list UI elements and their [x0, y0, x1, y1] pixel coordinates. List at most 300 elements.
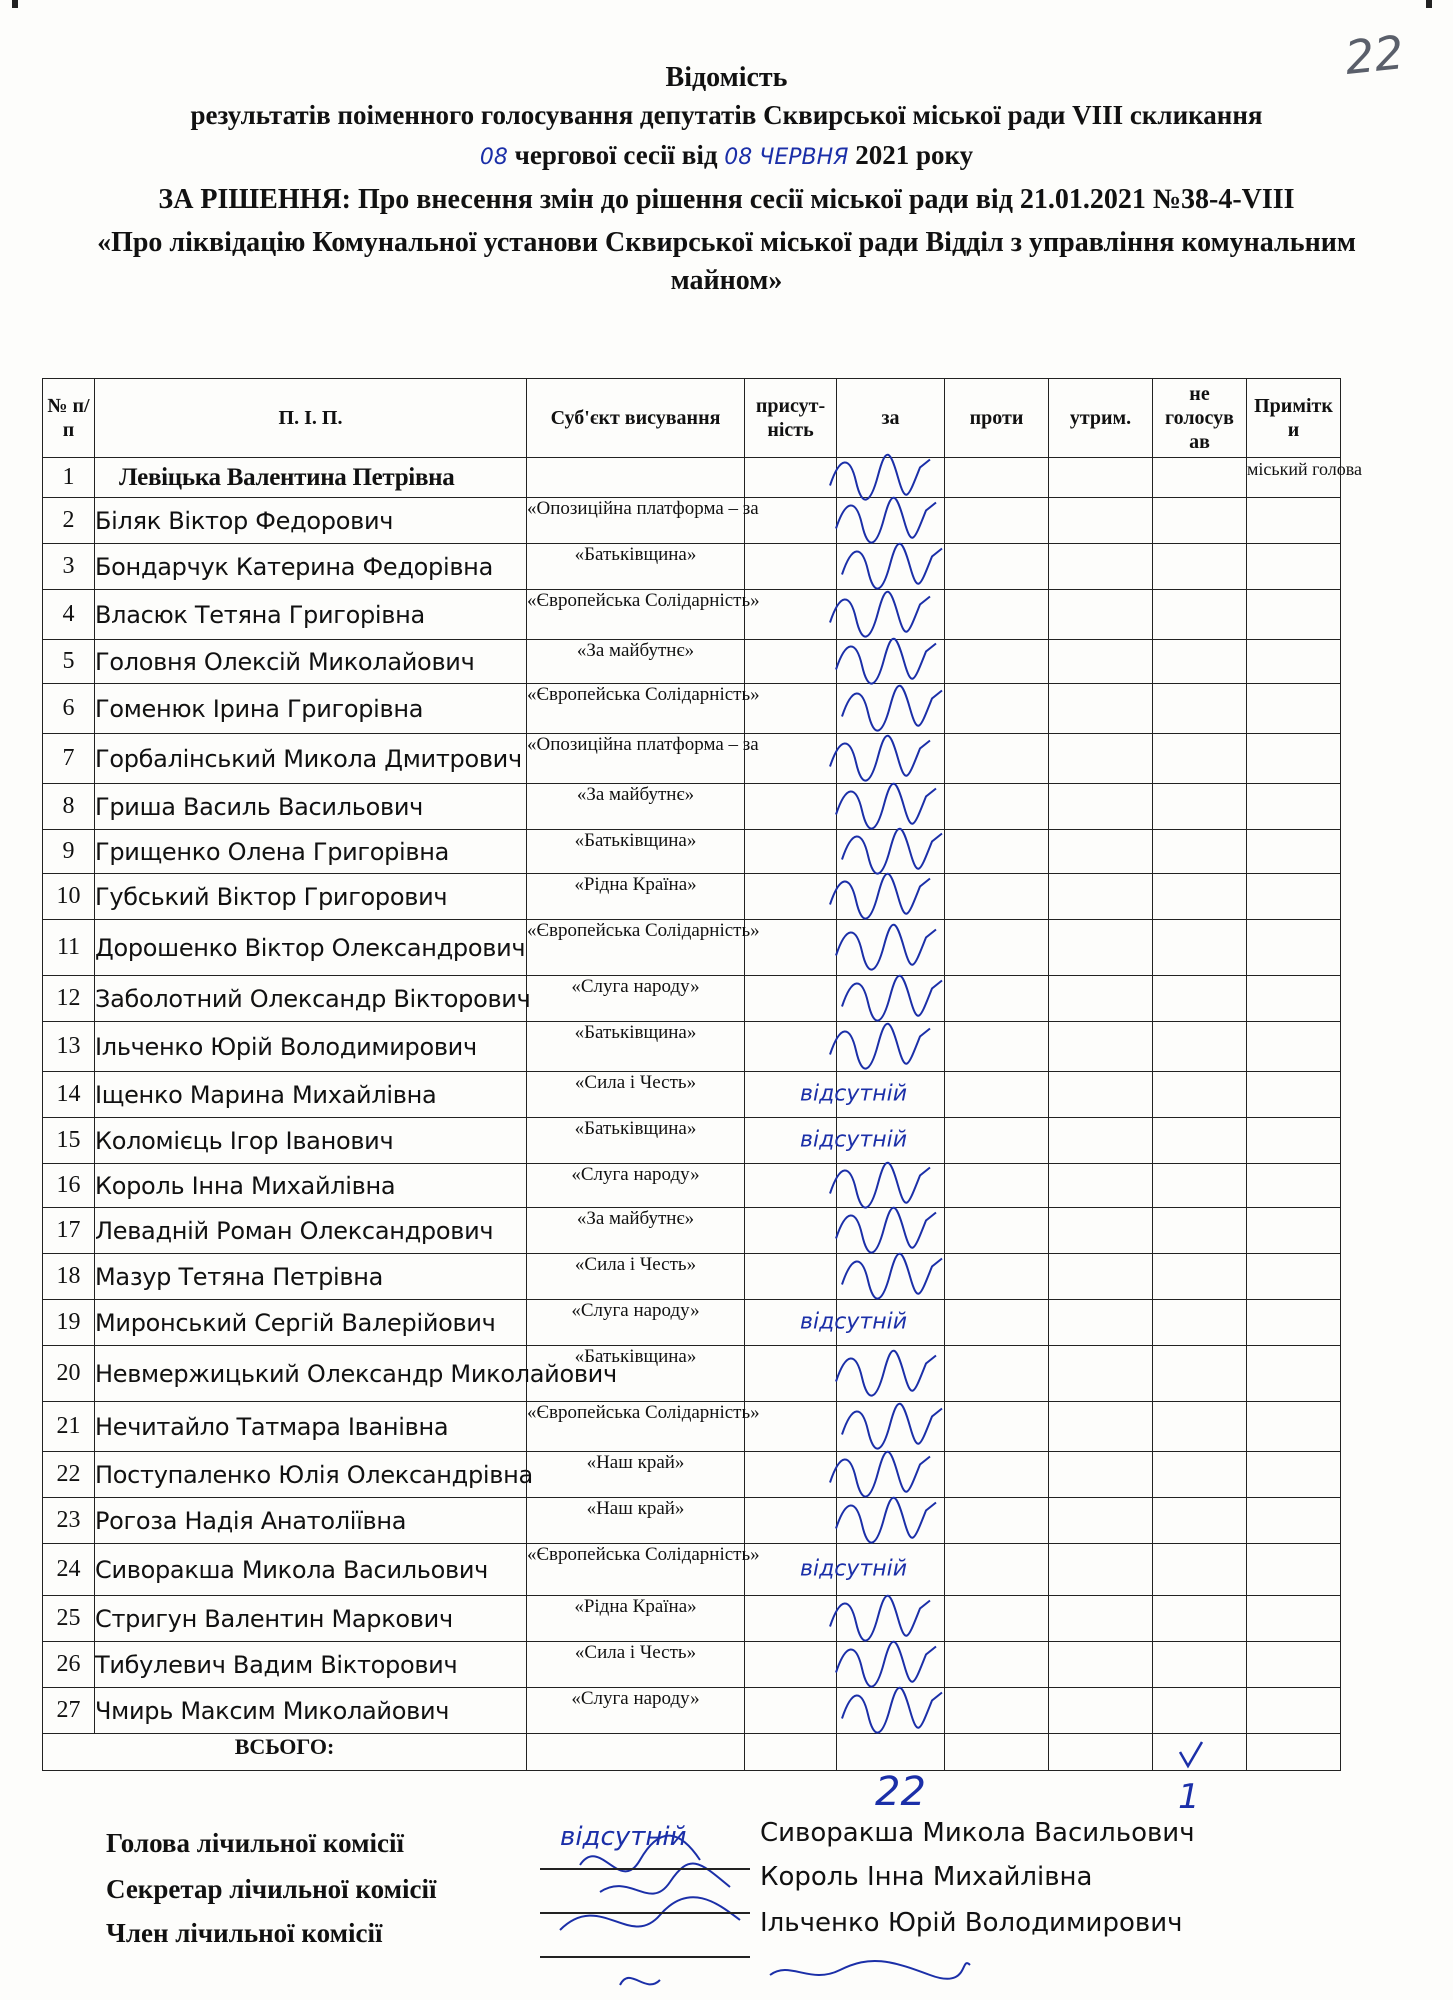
total-cell — [945, 1734, 1049, 1771]
deputy-party: «Слуга народу» — [527, 1164, 745, 1208]
row-number: 2 — [43, 498, 95, 544]
note-cell — [1247, 684, 1341, 734]
deputy-name: Тибулевич Вадим Вікторович — [95, 1642, 527, 1688]
table-row — [43, 874, 1341, 920]
row-number: 1 — [43, 458, 95, 498]
vote-for-cell — [837, 1164, 945, 1208]
present-cell — [745, 784, 837, 830]
row-number: 4 — [43, 590, 95, 640]
row-number: 7 — [43, 734, 95, 784]
vote-for-cell — [837, 1544, 945, 1596]
deputy-name: Левадній Роман Олександрович — [95, 1208, 527, 1254]
commission-member-label: Член лічильної комісії — [106, 1918, 383, 1948]
vote-against-cell — [945, 1022, 1049, 1072]
total-cell — [745, 1734, 837, 1771]
not-voted-cell — [1153, 1022, 1247, 1072]
table-row — [43, 684, 1341, 734]
not-voted-cell — [1153, 1498, 1247, 1544]
note-cell — [1247, 544, 1341, 590]
vote-for-cell — [837, 590, 945, 640]
vote-against-cell — [945, 1254, 1049, 1300]
row-number: 9 — [43, 830, 95, 874]
note-cell: міський голова — [1247, 458, 1341, 498]
vote-against-cell — [945, 976, 1049, 1022]
vote-abstain-cell — [1049, 1498, 1153, 1544]
table-row — [43, 1596, 1341, 1642]
present-cell — [745, 1688, 837, 1734]
present-cell — [745, 640, 837, 684]
commission-head-label: Голова лічильної комісії — [106, 1828, 404, 1858]
col-header-party: Суб'єкт висування — [527, 379, 745, 458]
not-voted-cell — [1153, 976, 1247, 1022]
total-cell — [1153, 1734, 1247, 1771]
vote-abstain-cell — [1049, 1688, 1153, 1734]
deputy-name: Іщенко Марина Михайлівна — [95, 1072, 527, 1118]
table-row — [43, 784, 1341, 830]
row-number: 15 — [43, 1118, 95, 1164]
deputy-party: «Слуга народу» — [527, 1688, 745, 1734]
deputy-name: Чмирь Максим Миколайович — [95, 1688, 527, 1734]
document-subtitle: результатів поіменного голосування депутатів Сквирської міської ради VIII скликання — [190, 100, 1263, 130]
not-voted-cell — [1153, 498, 1247, 544]
deputy-name: Левіцька Валентина Петрівна — [95, 458, 527, 498]
table-row — [43, 1544, 1341, 1596]
present-cell — [745, 1452, 837, 1498]
vote-for-cell — [837, 1688, 945, 1734]
not-voted-cell — [1153, 1452, 1247, 1498]
table-row — [43, 590, 1341, 640]
table-row — [43, 1208, 1341, 1254]
present-cell — [745, 544, 837, 590]
vote-against-cell — [945, 1346, 1049, 1402]
table-row — [43, 1688, 1341, 1734]
vote-abstain-cell — [1049, 1072, 1153, 1118]
present-cell — [745, 1164, 837, 1208]
table-row — [43, 1022, 1341, 1072]
not-voted-cell — [1153, 1208, 1247, 1254]
vote-for-cell — [837, 1208, 945, 1254]
table-row — [43, 734, 1341, 784]
vote-against-cell — [945, 684, 1049, 734]
vote-against-cell — [945, 1072, 1049, 1118]
row-number: 13 — [43, 1022, 95, 1072]
note-cell — [1247, 498, 1341, 544]
deputy-party: «Опозиційна платформа – за — [527, 498, 745, 544]
vote-abstain-cell — [1049, 544, 1153, 590]
row-number: 18 — [43, 1254, 95, 1300]
table-row — [43, 1642, 1341, 1688]
deputy-name: Гриша Василь Васильович — [95, 784, 527, 830]
row-number: 6 — [43, 684, 95, 734]
deputy-name: Власюк Тетяна Григорівна — [95, 590, 527, 640]
total-for-value: 22 — [875, 1769, 926, 1815]
deputy-party: «За майбутнє» — [527, 1208, 745, 1254]
present-cell — [745, 1072, 837, 1118]
note-cell — [1247, 1596, 1341, 1642]
vote-abstain-cell — [1049, 830, 1153, 874]
present-cell — [745, 1208, 837, 1254]
vote-for-cell — [837, 830, 945, 874]
deputy-party: «Європейська Солідарність» — [527, 920, 745, 976]
deputy-party: «Наш край» — [527, 1452, 745, 1498]
not-voted-cell — [1153, 1300, 1247, 1346]
table-row — [43, 1118, 1341, 1164]
vote-against-cell — [945, 1164, 1049, 1208]
note-cell — [1247, 734, 1341, 784]
vote-abstain-cell — [1049, 1300, 1153, 1346]
row-number: 14 — [43, 1072, 95, 1118]
row-number: 25 — [43, 1596, 95, 1642]
vote-abstain-cell — [1049, 734, 1153, 784]
table-row — [43, 458, 1341, 498]
vote-abstain-cell — [1049, 1642, 1153, 1688]
vote-against-cell — [945, 734, 1049, 784]
row-number: 19 — [43, 1300, 95, 1346]
not-voted-cell — [1153, 544, 1247, 590]
deputy-party: «Європейська Солідарність» — [527, 684, 745, 734]
vote-abstain-cell — [1049, 498, 1153, 544]
vote-against-cell — [945, 1544, 1049, 1596]
note-cell — [1247, 874, 1341, 920]
deputy-party: «Рідна Країна» — [527, 874, 745, 920]
row-number: 27 — [43, 1688, 95, 1734]
commission-signatures — [560, 1836, 740, 1985]
voting-table — [42, 378, 1363, 1771]
deputy-name: Мазур Тетяна Петрівна — [95, 1254, 527, 1300]
note-cell — [1247, 920, 1341, 976]
present-cell — [745, 1346, 837, 1402]
deputy-name: Дорошенко Віктор Олександрович — [95, 920, 527, 976]
col-header-present: присут-ність — [745, 379, 837, 458]
vote-against-cell — [945, 1208, 1049, 1254]
vote-abstain-cell — [1049, 920, 1153, 976]
page-number: 22 — [1342, 25, 1407, 85]
present-cell — [745, 874, 837, 920]
not-voted-cell — [1153, 590, 1247, 640]
vote-for-cell — [837, 1346, 945, 1402]
table-row — [43, 498, 1341, 544]
vote-against-cell — [945, 458, 1049, 498]
not-voted-cell — [1153, 1118, 1247, 1164]
not-voted-cell — [1153, 830, 1247, 874]
deputy-party: «Наш край» — [527, 1498, 745, 1544]
note-cell — [1247, 1072, 1341, 1118]
vote-against-cell — [945, 1118, 1049, 1164]
deputy-party — [527, 458, 745, 498]
present-cell — [745, 1498, 837, 1544]
not-voted-cell — [1153, 1346, 1247, 1402]
note-cell — [1247, 590, 1341, 640]
signature-line — [540, 1912, 750, 1914]
absent-mark: відсутній — [800, 1556, 908, 1582]
vote-abstain-cell — [1049, 784, 1153, 830]
vote-abstain-cell — [1049, 1402, 1153, 1452]
deputy-party: «Батьківщина» — [527, 830, 745, 874]
session-date: 08 ЧЕРВНЯ — [724, 145, 849, 170]
present-cell — [745, 1022, 837, 1072]
total-cell — [1049, 1734, 1153, 1771]
deputy-name: Гоменюк Ірина Григорівна — [95, 684, 527, 734]
present-cell — [745, 976, 837, 1022]
row-number: 23 — [43, 1498, 95, 1544]
total-label: ВСЬОГО: — [43, 1734, 527, 1771]
vote-for-cell — [837, 1402, 945, 1452]
note-cell — [1247, 1642, 1341, 1688]
vote-abstain-cell — [1049, 1022, 1153, 1072]
vote-against-cell — [945, 544, 1049, 590]
signature-line — [540, 1868, 750, 1870]
vote-abstain-cell — [1049, 874, 1153, 920]
vote-for-cell — [837, 1452, 945, 1498]
vote-for-cell — [837, 1118, 945, 1164]
vote-against-cell — [945, 590, 1049, 640]
row-number: 12 — [43, 976, 95, 1022]
not-voted-cell — [1153, 1596, 1247, 1642]
table-row — [43, 544, 1341, 590]
row-number: 24 — [43, 1544, 95, 1596]
row-number: 8 — [43, 784, 95, 830]
not-voted-cell — [1153, 1254, 1247, 1300]
vote-for-cell — [837, 458, 945, 498]
col-header-abstain: утрим. — [1049, 379, 1153, 458]
row-number: 10 — [43, 874, 95, 920]
vote-abstain-cell — [1049, 1208, 1153, 1254]
vote-against-cell — [945, 1688, 1049, 1734]
col-header-name: П. І. П. — [95, 379, 527, 458]
vote-abstain-cell — [1049, 684, 1153, 734]
row-number: 16 — [43, 1164, 95, 1208]
vote-against-cell — [945, 1402, 1049, 1452]
not-voted-cell — [1153, 734, 1247, 784]
table-header-row — [43, 379, 1341, 458]
deputy-party: «Слуга народу» — [527, 1300, 745, 1346]
deputy-name: Король Інна Михайлівна — [95, 1164, 527, 1208]
absent-mark: відсутній — [800, 1081, 908, 1107]
deputy-name: Губський Віктор Григорович — [95, 874, 527, 920]
note-cell — [1247, 1498, 1341, 1544]
vote-against-cell — [945, 874, 1049, 920]
deputy-name: Ільченко Юрій Володимирович — [95, 1022, 527, 1072]
note-cell — [1247, 1300, 1341, 1346]
decision-subject: «Про ліквідацію Комунальної установи Сквирської міської ради Відділ з управління комунальним майном» — [97, 227, 1356, 296]
vote-abstain-cell — [1049, 640, 1153, 684]
document-title: Відомість — [665, 62, 788, 93]
vote-for-cell — [837, 1642, 945, 1688]
table-row — [43, 1346, 1341, 1402]
note-cell — [1247, 1254, 1341, 1300]
table-row — [43, 1498, 1341, 1544]
deputy-party: «Сила і Честь» — [527, 1254, 745, 1300]
deputy-name: Нечитайло Татмара Іванівна — [95, 1402, 527, 1452]
note-cell — [1247, 1208, 1341, 1254]
deputy-name: Коломієць Ігор Іванович — [95, 1118, 527, 1164]
row-number: 17 — [43, 1208, 95, 1254]
vote-for-cell — [837, 1596, 945, 1642]
deputy-party: «За майбутнє» — [527, 640, 745, 684]
vote-against-cell — [945, 784, 1049, 830]
note-cell — [1247, 1402, 1341, 1452]
total-cell — [837, 1734, 945, 1771]
vote-abstain-cell — [1049, 590, 1153, 640]
commission-head-note: відсутній — [560, 1822, 687, 1852]
total-cell — [527, 1734, 745, 1771]
table-row — [43, 1254, 1341, 1300]
deputy-party: «Опозиційна платформа – за — [527, 734, 745, 784]
absent-mark: відсутній — [800, 1127, 908, 1153]
deputy-party: «Батьківщина» — [527, 1118, 745, 1164]
not-voted-cell — [1153, 640, 1247, 684]
table-row — [43, 920, 1341, 976]
vote-for-cell — [837, 1254, 945, 1300]
vote-for-cell — [837, 1072, 945, 1118]
deputy-party: «Європейська Солідарність» — [527, 1544, 745, 1596]
table-row — [43, 1072, 1341, 1118]
deputy-name: Грищенко Олена Григорівна — [95, 830, 527, 874]
deputy-name: Головня Олексій Миколайович — [95, 640, 527, 684]
note-cell — [1247, 1164, 1341, 1208]
session-text: чергової сесії від — [514, 140, 718, 170]
table-row — [43, 976, 1341, 1022]
vote-against-cell — [945, 920, 1049, 976]
signature-line — [540, 1956, 750, 1958]
vote-abstain-cell — [1049, 1452, 1153, 1498]
total-not-voted-value: 1 — [1178, 1777, 1200, 1817]
row-number: 11 — [43, 920, 95, 976]
vote-for-cell — [837, 784, 945, 830]
vote-abstain-cell — [1049, 1118, 1153, 1164]
deputy-party: «Європейська Солідарність» — [527, 590, 745, 640]
vote-for-cell — [837, 1300, 945, 1346]
col-header-notes: Примітк и — [1247, 379, 1341, 458]
not-voted-cell — [1153, 874, 1247, 920]
note-cell — [1247, 1118, 1341, 1164]
scan-corner-mark — [12, 0, 18, 8]
present-cell — [745, 1300, 837, 1346]
note-cell — [1247, 640, 1341, 684]
deputy-name: Рогоза Надія Анатоліївна — [95, 1498, 527, 1544]
note-cell — [1247, 784, 1341, 830]
deputy-name: Миронський Сергій Валерійович — [95, 1300, 527, 1346]
col-header-against: проти — [945, 379, 1049, 458]
row-number: 26 — [43, 1642, 95, 1688]
table-row — [43, 1164, 1341, 1208]
vote-for-cell — [837, 920, 945, 976]
commission-secretary-label: Секретар лічильної комісії — [106, 1874, 437, 1904]
col-header-not-voted: не голосув ав — [1153, 379, 1247, 458]
session-year: 2021 року — [855, 140, 974, 170]
vote-abstain-cell — [1049, 976, 1153, 1022]
vote-abstain-cell — [1049, 1596, 1153, 1642]
note-cell — [1247, 1022, 1341, 1072]
commission-head-name: Сиворакша Микола Васильович — [760, 1818, 1195, 1848]
vote-abstain-cell — [1049, 1346, 1153, 1402]
deputy-party: «За майбутнє» — [527, 784, 745, 830]
deputy-party: «Батьківщина» — [527, 1022, 745, 1072]
present-cell — [745, 1596, 837, 1642]
not-voted-cell — [1153, 1544, 1247, 1596]
deputy-party: «Батьківщина» — [527, 1346, 745, 1402]
vote-for-cell — [837, 640, 945, 684]
deputy-name: Бондарчук Катерина Федорівна — [95, 544, 527, 590]
vote-against-cell — [945, 1498, 1049, 1544]
vote-abstain-cell — [1049, 1254, 1153, 1300]
vote-for-cell — [837, 734, 945, 784]
decision-title: ЗА РІШЕННЯ: Про внесення змін до рішення сесії міської ради від 21.01.2021 №38-4-VIII — [158, 184, 1295, 215]
not-voted-cell — [1153, 1072, 1247, 1118]
absent-mark: відсутній — [800, 1309, 908, 1335]
row-number: 21 — [43, 1402, 95, 1452]
note-cell — [1247, 1688, 1341, 1734]
vote-for-cell — [837, 976, 945, 1022]
deputy-party: «Слуга народу» — [527, 976, 745, 1022]
vote-against-cell — [945, 498, 1049, 544]
vote-against-cell — [945, 640, 1049, 684]
col-header-for: за — [837, 379, 945, 458]
vote-for-cell — [837, 1022, 945, 1072]
note-cell — [1247, 1544, 1341, 1596]
deputy-name: Заболотний Олександр Вікторович — [95, 976, 527, 1022]
deputy-party: «Сила і Честь» — [527, 1642, 745, 1688]
note-cell — [1247, 1346, 1341, 1402]
row-number: 22 — [43, 1452, 95, 1498]
table-row — [43, 1300, 1341, 1346]
note-cell — [1247, 1452, 1341, 1498]
scan-corner-mark — [1426, 0, 1432, 8]
vote-for-cell — [837, 1498, 945, 1544]
row-number: 5 — [43, 640, 95, 684]
table-row — [43, 830, 1341, 874]
total-row — [43, 1734, 1341, 1771]
not-voted-cell — [1153, 920, 1247, 976]
total-cell — [1247, 1734, 1341, 1771]
not-voted-cell — [1153, 1688, 1247, 1734]
session-line — [0, 140, 1453, 171]
vote-abstain-cell — [1049, 1164, 1153, 1208]
vote-against-cell — [945, 1300, 1049, 1346]
row-number: 20 — [43, 1346, 95, 1402]
vote-abstain-cell — [1049, 1544, 1153, 1596]
commission-secretary-name: Король Інна Михайлівна — [760, 1862, 1093, 1892]
commission-member-name: Ільченко Юрій Володимирович — [760, 1908, 1183, 1938]
deputy-name: Біляк Віктор Федорович — [95, 498, 527, 544]
present-cell — [745, 1642, 837, 1688]
not-voted-cell — [1153, 1642, 1247, 1688]
present-cell — [745, 830, 837, 874]
table-row — [43, 1452, 1341, 1498]
deputy-party: «Рідна Країна» — [527, 1596, 745, 1642]
deputy-name: Сиворакша Микола Васильович — [95, 1544, 527, 1596]
deputy-name: Невмержицький Олександр Миколайович — [95, 1346, 527, 1402]
row-number: 3 — [43, 544, 95, 590]
bottom-signature — [770, 1961, 970, 1979]
present-cell — [745, 1254, 837, 1300]
table-row — [43, 1402, 1341, 1452]
vote-against-cell — [945, 1596, 1049, 1642]
session-number: 08 — [479, 145, 508, 170]
deputy-name: Поступаленко Юлія Олександрівна — [95, 1452, 527, 1498]
vote-against-cell — [945, 1452, 1049, 1498]
vote-for-cell — [837, 874, 945, 920]
vote-against-cell — [945, 830, 1049, 874]
present-cell — [745, 1118, 837, 1164]
present-cell — [745, 458, 837, 498]
deputy-party: «Батьківщина» — [527, 544, 745, 590]
not-voted-cell — [1153, 1164, 1247, 1208]
deputy-party: «Європейська Солідарність» — [527, 1402, 745, 1452]
not-voted-cell — [1153, 784, 1247, 830]
note-cell — [1247, 830, 1341, 874]
deputy-name: Горбалінський Микола Дмитрович — [95, 734, 527, 784]
